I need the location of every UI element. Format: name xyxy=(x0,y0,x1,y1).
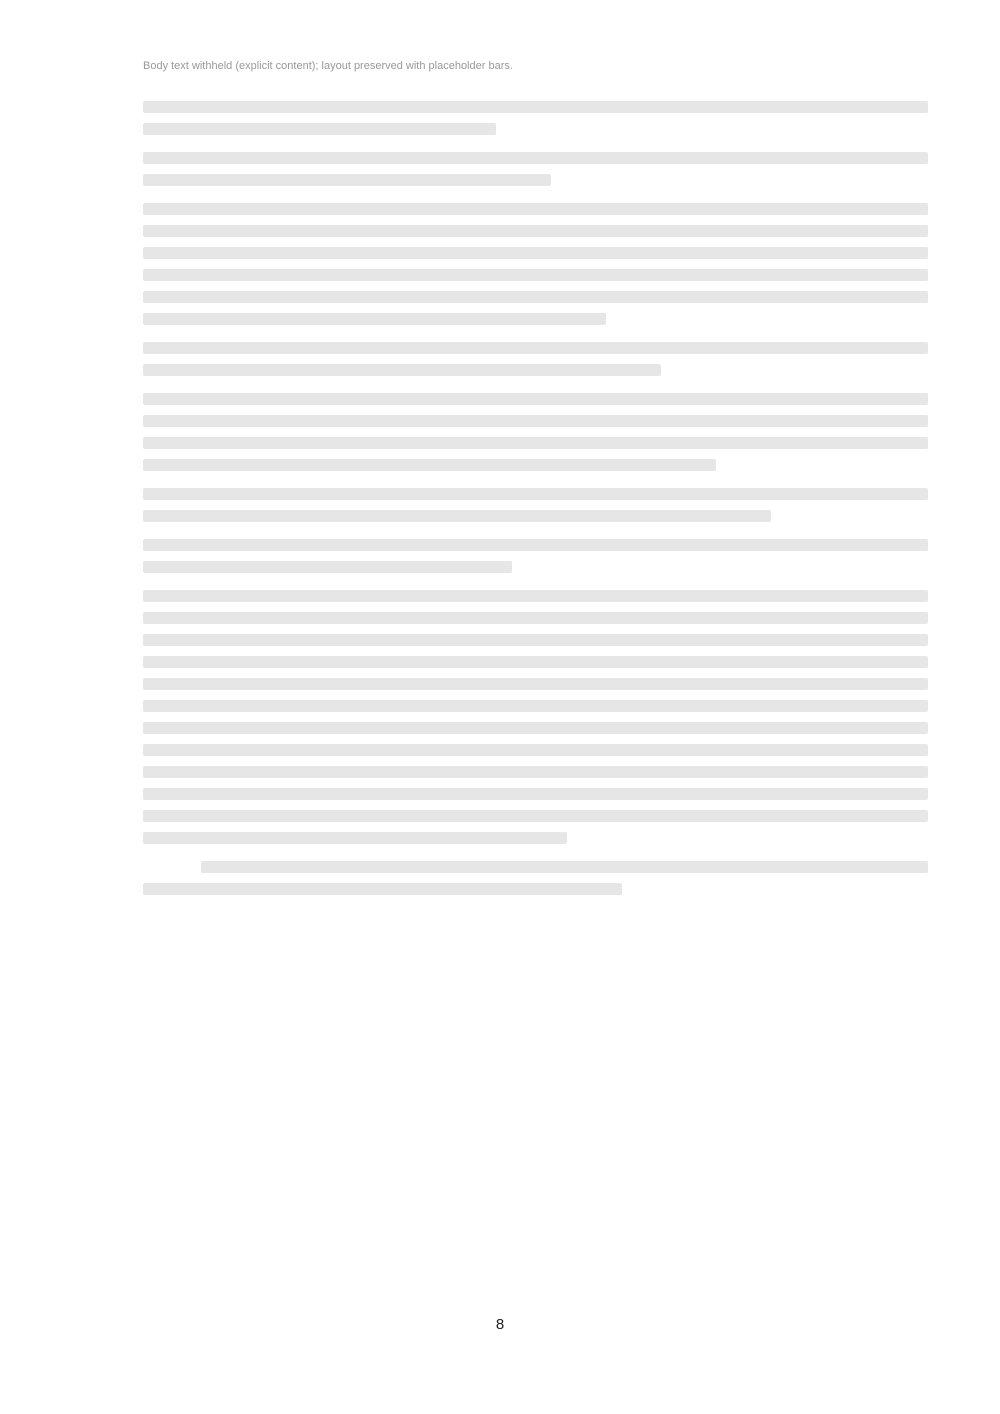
paragraph xyxy=(143,393,928,471)
text-line-placeholder xyxy=(143,152,928,164)
text-line-placeholder xyxy=(143,225,928,237)
text-line-placeholder xyxy=(143,393,928,405)
text-line-placeholder xyxy=(143,612,928,624)
text-line-placeholder xyxy=(201,861,928,873)
text-line-placeholder xyxy=(143,744,928,756)
content-note: Body text withheld (explicit content); layout preserved with placeholder bars. xyxy=(143,60,513,72)
paragraph xyxy=(143,861,928,895)
text-line-placeholder xyxy=(143,488,928,500)
paragraph xyxy=(143,539,928,573)
text-line-placeholder xyxy=(143,174,551,186)
text-line-placeholder xyxy=(143,634,928,646)
text-line-placeholder xyxy=(143,247,928,259)
text-line-placeholder xyxy=(143,656,928,668)
text-line-placeholder xyxy=(143,291,928,303)
text-line-placeholder xyxy=(143,678,928,690)
text-line-placeholder xyxy=(143,788,928,800)
text-line-placeholder xyxy=(143,590,928,602)
document-body xyxy=(143,92,928,912)
text-line-placeholder xyxy=(143,203,928,215)
text-line-placeholder xyxy=(143,437,928,449)
page-number: 8 xyxy=(495,1316,505,1333)
text-line-placeholder xyxy=(143,415,928,427)
text-line-placeholder xyxy=(143,810,928,822)
text-line-placeholder xyxy=(143,883,622,895)
text-line-placeholder xyxy=(143,342,928,354)
text-line-placeholder xyxy=(143,766,928,778)
text-line-placeholder xyxy=(143,700,928,712)
paragraph xyxy=(143,101,928,135)
text-line-placeholder xyxy=(143,459,716,471)
paragraph xyxy=(143,590,928,844)
text-line-placeholder xyxy=(143,123,496,135)
paragraph xyxy=(143,488,928,522)
paragraph xyxy=(143,152,928,186)
text-line-placeholder xyxy=(143,510,771,522)
paragraph xyxy=(143,203,928,325)
text-line-placeholder xyxy=(143,313,606,325)
text-line-placeholder xyxy=(143,722,928,734)
text-line-placeholder xyxy=(143,101,928,113)
text-line-placeholder xyxy=(143,832,567,844)
text-line-placeholder xyxy=(143,539,928,551)
text-line-placeholder xyxy=(143,364,661,376)
paragraph xyxy=(143,342,928,376)
text-line-placeholder xyxy=(143,561,512,573)
text-line-placeholder xyxy=(143,269,928,281)
